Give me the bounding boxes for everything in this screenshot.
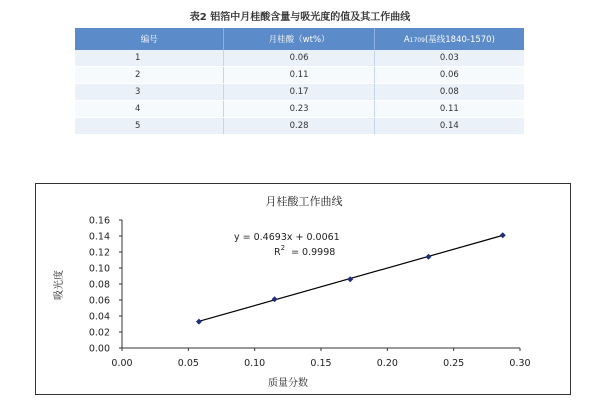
y-tick-label: 0.14 [88, 231, 110, 243]
cell-acid: 0.28 [224, 118, 374, 135]
trendline-equation: y = 0.4693x + 0.0061 [234, 232, 340, 243]
r-squared-symbol: R [274, 247, 281, 258]
cell-id: 5 [75, 118, 224, 135]
x-tick-label: 0.10 [244, 358, 266, 369]
x-tick-label: 0.05 [177, 358, 199, 369]
x-tick-label: 0.30 [509, 358, 531, 369]
table-header-row [75, 28, 524, 50]
r-squared-label [274, 244, 335, 258]
cell-acid: 0.11 [224, 67, 374, 84]
table-row [75, 118, 524, 135]
y-axis-label: 吸光度 [54, 270, 65, 300]
chart-frame [35, 183, 571, 395]
header-absorbance [374, 28, 524, 50]
table-row [75, 50, 524, 67]
data-points [196, 232, 506, 324]
cell-absorbance: 0.03 [374, 50, 524, 67]
table-title: 表2 铝箔中月桂酸含量与吸光度的值及其工作曲线 [189, 12, 411, 23]
r-squared-value: = 0.9998 [291, 247, 336, 258]
data-point [425, 254, 431, 260]
x-tick-label: 0.15 [310, 358, 332, 369]
y-tick-label: 0.08 [88, 279, 110, 291]
header-id: 编号 [75, 28, 224, 50]
y-tick-label: 0.12 [88, 247, 110, 259]
y-tick-label: 0.10 [88, 263, 110, 275]
data-point [272, 296, 278, 302]
cell-acid: 0.06 [224, 50, 374, 67]
cell-id: 1 [75, 50, 224, 67]
cell-absorbance: 0.14 [374, 118, 524, 135]
y-tick-label: 0.04 [88, 311, 110, 323]
cell-acid: 0.23 [224, 101, 374, 118]
header-absorbance-baseline: (基线1840-1570) [424, 35, 495, 45]
x-tick-label: 0.00 [111, 358, 133, 369]
data-point [196, 319, 202, 325]
x-axis-label: 质量分数 [268, 378, 308, 389]
header-absorbance-sub: 1709 [409, 37, 425, 44]
cell-id: 4 [75, 101, 224, 118]
data-table [75, 28, 524, 135]
y-tick-label: 0.06 [88, 295, 110, 307]
table-row [75, 84, 524, 101]
r-squared-exponent: 2 [280, 244, 286, 252]
data-point [500, 232, 506, 238]
header-acid: 月桂酸（wt%） [224, 28, 374, 50]
chart-title: 月桂酸工作曲线 [265, 195, 343, 208]
x-tick-label: 0.25 [443, 358, 465, 369]
table-row [75, 67, 524, 84]
cell-absorbance: 0.08 [374, 84, 524, 101]
y-tick-label: 0.00 [88, 343, 110, 355]
x-tick-label: 0.20 [376, 358, 398, 369]
table-row [75, 101, 524, 118]
cell-absorbance: 0.06 [374, 67, 524, 84]
cell-acid: 0.17 [224, 84, 374, 101]
cell-id: 3 [75, 84, 224, 101]
data-point [347, 276, 353, 282]
working-curve-chart [36, 184, 570, 394]
cell-absorbance: 0.11 [374, 101, 524, 118]
y-tick-label: 0.02 [88, 327, 110, 339]
y-tick-label: 0.16 [88, 215, 110, 227]
cell-id: 2 [75, 67, 224, 84]
header-absorbance-a: A [403, 35, 410, 45]
